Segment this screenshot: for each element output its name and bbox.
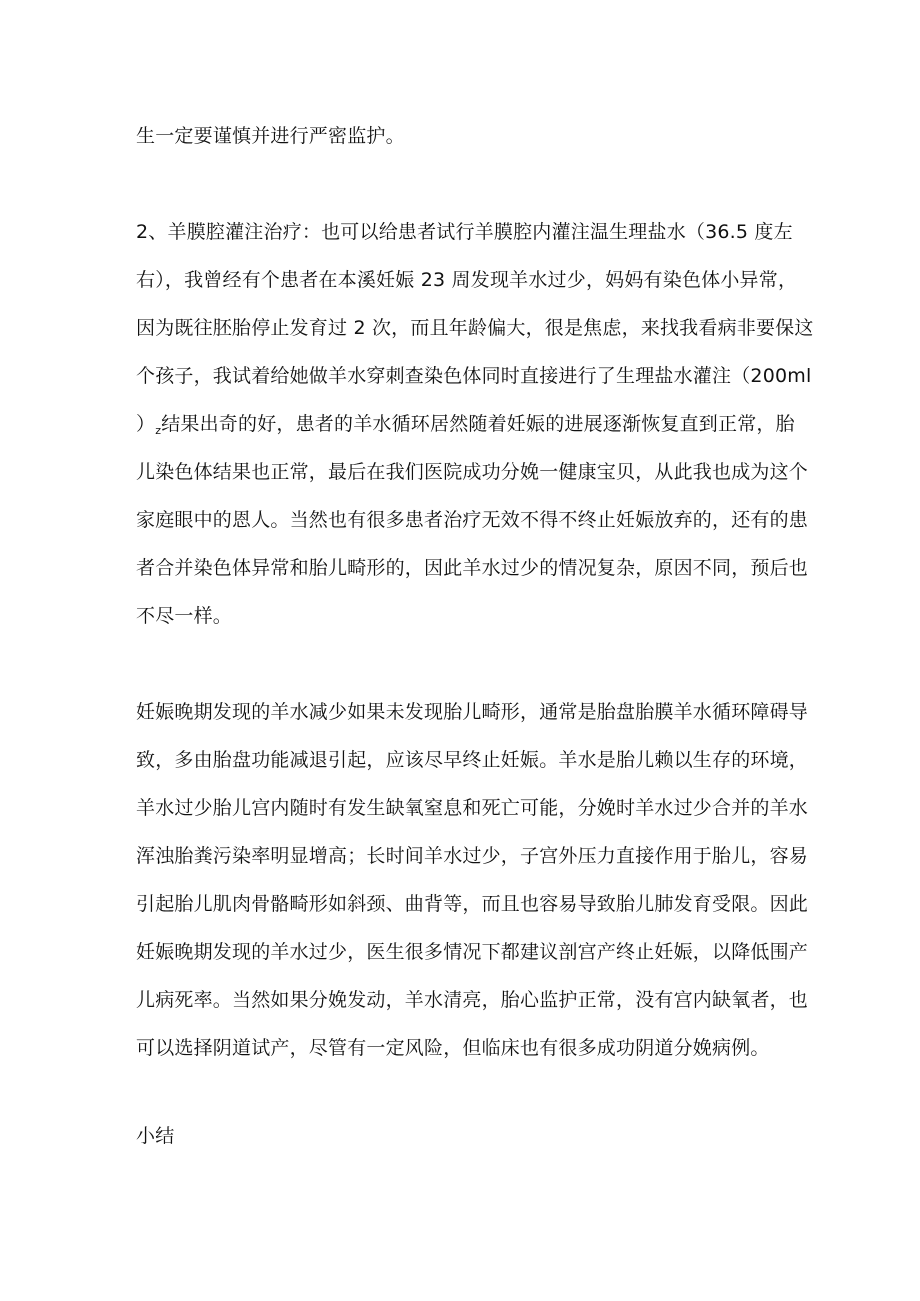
p2-line-5-prefix: ） <box>136 413 156 435</box>
p3-line-4: 浑浊胎粪污染率明显增高；长时间羊水过少，子宫外压力直接作用于胎儿，容易 <box>136 845 809 867</box>
p3-line-5: 引起胎儿肌肉骨骼畸形如斜颈、曲背等，而且也容易导致胎儿肺发育受限。因此 <box>136 893 809 915</box>
p2-line-5-rest: 结果出奇的好，患者的羊水循环居然随着妊娠的进展逐渐恢复直到正常，胎 <box>161 413 795 435</box>
p2-line-1: 2、羊膜腔灌注治疗：也可以给患者试行羊膜腔内灌注温生理盐水（36.5 度左 <box>136 221 793 243</box>
intro-line-1: 生一定要谨慎并进行严密监护。 <box>136 125 405 147</box>
p2-line-9: 不尽一样。 <box>136 605 233 627</box>
p3-line-2: 致，多由胎盘功能减退引起，应该尽早终止妊娠。羊水是胎儿赖以生存的环境， <box>136 749 809 771</box>
p2-line-5-subscript: z <box>155 424 162 437</box>
p3-line-3: 羊水过少胎儿宫内随时有发生缺氧窒息和死亡可能，分娩时羊水过少合并的羊水 <box>136 797 809 819</box>
p3-line-1: 妊娠晚期发现的羊水减少如果未发现胎儿畸形，通常是胎盘胎膜羊水循环障碍导 <box>136 701 809 723</box>
p2-line-2: 右），我曾经有个患者在本溪妊娠 23 周发现羊水过少，妈妈有染色体小异常， <box>136 269 798 291</box>
p3-line-7: 儿病死率。当然如果分娩发动，羊水清亮，胎心监护正常，没有宫内缺氧者，也 <box>136 989 809 1011</box>
p2-line-4: 个孩子，我试着给她做羊水穿刺查染色体同时直接进行了生理盐水灌注（200ml <box>136 365 812 387</box>
p2-line-7: 家庭眼中的恩人。当然也有很多患者治疗无效不得不终止妊娠放弃的，还有的患 <box>136 509 809 531</box>
p2-line-6: 儿染色体结果也正常，最后在我们医院成功分娩一健康宝贝，从此我也成为这个 <box>136 461 809 483</box>
p3-line-6: 妊娠晚期发现的羊水过少，医生很多情况下都建议剖宫产终止妊娠，以降低围产 <box>136 941 809 963</box>
p2-line-8: 者合并染色体异常和胎儿畸形的，因此羊水过少的情况复杂，原因不同，预后也 <box>136 557 809 579</box>
p3-line-8: 可以选择阴道试产，尽管有一定风险，但临床也有很多成功阴道分娩病例。 <box>136 1037 770 1059</box>
p2-line-3: 因为既往胚胎停止发育过 2 次，而且年龄偏大，很是焦虑，来找我看病非要保这 <box>136 317 814 339</box>
p2-line-5 <box>136 412 795 443</box>
summary-heading: 小结 <box>136 1125 175 1147</box>
